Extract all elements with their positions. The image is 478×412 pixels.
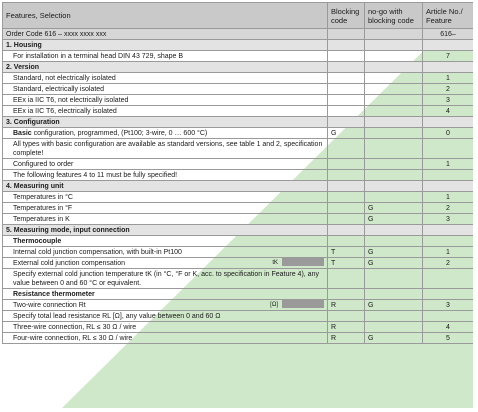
table-row: Standard, not electrically isolated 1: [3, 73, 474, 84]
table-row: Temperatures in K G 3: [3, 214, 474, 225]
section-title: 3. Configuration: [3, 117, 328, 128]
table-row: Temperatures in °F G 2: [3, 203, 474, 214]
table-row: EEx ia IIC T6, not electrically isolated 3: [3, 95, 474, 106]
input-box: [282, 300, 324, 308]
table-row: The following features 4 to 11 must be fully specified!: [3, 170, 474, 181]
table-row: EEx ia IIC T6, electrically isolated 4: [3, 106, 474, 117]
order-code-table-container: [2, 2, 473, 408]
section-title: 1. Housing: [3, 40, 328, 51]
table-row: Two-wire connection Rt [Ω] R G 3: [3, 300, 474, 311]
section-measuring-mode: [3, 225, 474, 236]
section-title: 2. Version: [3, 62, 328, 73]
table-row: For installation in a terminal head DIN 43 729, shape B 7: [3, 51, 474, 62]
header-nogo: no-go with blocking code: [365, 3, 423, 29]
order-code-value: 616–: [423, 29, 474, 40]
header-article: Article No./ Feature: [423, 3, 474, 29]
order-code-table: [2, 2, 473, 344]
section-configuration: [3, 117, 474, 128]
table-row: Standard, electrically isolated 2: [3, 84, 474, 95]
header-blocking: Blocking code: [328, 3, 365, 29]
table-row: Four-wire connection, RL ≤ 30 Ω / wire R G 5: [3, 333, 474, 344]
table-row: Thermocouple: [3, 236, 474, 247]
table-row: Resistance thermometer: [3, 289, 474, 300]
table-row: Configured to order 1: [3, 159, 474, 170]
header-features: Features, Selection: [3, 3, 328, 29]
table-row: Specify external cold junction temperature tK (in °C, °F or K, acc. to specification in Feature 4), any value between 0 and 60 °C or equivalent.: [3, 269, 474, 289]
table-row: Basic configuration, programmed, (Pt100; 3-wire, 0 … 600 °C) G 0: [3, 128, 474, 139]
table-row: Three-wire connection, RL ≤ 30 Ω / wire R 4: [3, 322, 474, 333]
table-row: Temperatures in °C 1: [3, 192, 474, 203]
order-code-label: Order Code 616 – xxxx xxxx xxx: [3, 29, 328, 40]
section-title: 5. Measuring mode, input connection: [3, 225, 328, 236]
section-version: [3, 62, 474, 73]
section-title: 4. Measuring unit: [3, 181, 328, 192]
table-header: [3, 3, 474, 29]
order-code-row: [3, 29, 474, 40]
table-row: Internal cold junction compensation, with built-in Pt100 T G 1: [3, 247, 474, 258]
table-row: External cold junction compensation tK T G 2: [3, 258, 474, 269]
section-measuring-unit: [3, 181, 474, 192]
section-housing: [3, 40, 474, 51]
table-row: Specify total lead resistance RL [Ω], any value between 0 and 60 Ω: [3, 311, 474, 322]
table-row: All types with basic configuration are available as standard versions, see table 1 and 2, specification complete!: [3, 139, 474, 159]
input-box: [282, 258, 324, 266]
